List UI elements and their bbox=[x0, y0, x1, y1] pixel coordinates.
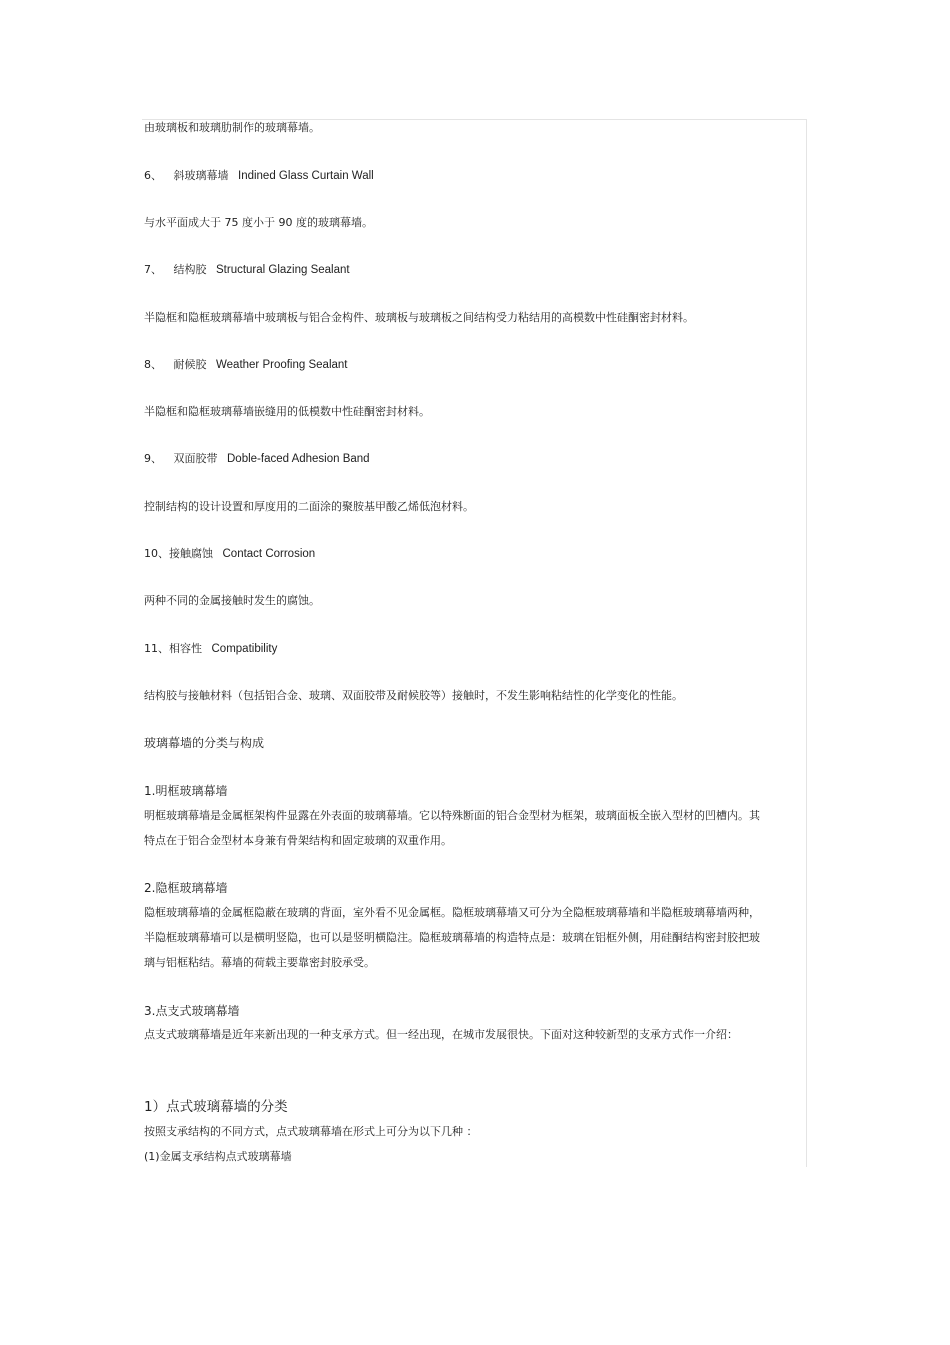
term-8-number: 8、 bbox=[144, 358, 162, 371]
type-2-title: 2.隐框玻璃幕墙 bbox=[144, 881, 228, 895]
term-11-chinese: 11、相容性 bbox=[144, 642, 202, 655]
term-10-definition: 两种不同的金属接触时发生的腐蚀。 bbox=[144, 594, 320, 607]
term-10-chinese: 10、接触腐蚀 bbox=[144, 547, 213, 560]
point-classification-item-1: (1)金属支承结构点式玻璃幕墙 bbox=[144, 1150, 292, 1163]
term-11-heading bbox=[144, 642, 277, 656]
term-8-heading bbox=[144, 358, 347, 372]
term-10-english: Contact Corrosion bbox=[222, 548, 316, 560]
term-9-chinese: 双面胶带 bbox=[173, 452, 218, 465]
type-1-body: 明框玻璃幕墙是金属框架构件显露在外表面的玻璃幕墙。它以特殊断面的铝合金型材为框架，玻璃面板全嵌入型材的凹槽内。其特点在于铝合金型材本身兼有骨架结构和固定玻璃的双重作用。 bbox=[144, 809, 760, 847]
term-6-heading bbox=[144, 169, 374, 183]
type-3-title: 3.点支式玻璃幕墙 bbox=[144, 1004, 240, 1018]
type-3-body: 点支式玻璃幕墙是近年来新出现的一种支承方式。但一经出现，在城市发展很快。下面对这种较新型的支承方式作一介绍： bbox=[144, 1028, 738, 1041]
term-6-number: 6、 bbox=[144, 169, 162, 182]
term-9-number: 9、 bbox=[144, 452, 162, 465]
term-9-definition: 控制结构的设计设置和厚度用的二面涂的聚胺基甲酸乙烯低泡材料。 bbox=[144, 500, 474, 513]
intro-line: 由玻璃板和玻璃肋制作的玻璃幕墙。 bbox=[144, 121, 320, 134]
term-6-chinese: 斜玻璃幕墙 bbox=[173, 169, 229, 182]
term-11-definition: 结构胶与接触材料（包括铝合金、玻璃、双面胶带及耐候胶等）接触时，不发生影响粘结性的化学变化的性能。 bbox=[144, 689, 683, 702]
term-9-english: Doble-faced Adhesion Band bbox=[227, 453, 370, 465]
term-7-chinese: 结构胶 bbox=[173, 263, 207, 276]
term-8-definition: 半隐框和隐框玻璃幕墙嵌缝用的低模数中性硅酮密封材料。 bbox=[144, 405, 430, 418]
term-6-definition: 与水平面成大于 75 度小于 90 度的玻璃幕墙。 bbox=[144, 216, 373, 229]
point-classification-title: 1）点式玻璃幕墙的分类 bbox=[144, 1099, 288, 1115]
term-11-english: Compatibility bbox=[211, 643, 278, 655]
term-8-chinese: 耐候胶 bbox=[173, 358, 207, 371]
term-8-english: Weather Proofing Sealant bbox=[216, 359, 348, 371]
term-10-heading bbox=[144, 547, 315, 561]
term-7-english: Structural Glazing Sealant bbox=[216, 264, 350, 276]
term-7-number: 7、 bbox=[144, 263, 162, 276]
section-heading: 玻璃幕墙的分类与构成 bbox=[144, 736, 265, 750]
type-1-title: 1.明框玻璃幕墙 bbox=[144, 784, 228, 798]
term-6-english: Indined Glass Curtain Wall bbox=[238, 170, 374, 182]
type-2-body: 隐框玻璃幕墙的金属框隐蔽在玻璃的背面，室外看不见金属框。隐框玻璃幕墙又可分为全隐框玻璃幕墙和半隐框玻璃幕墙两种，半隐框玻璃幕墙可以是横明竖隐，也可以是竖明横隐注。隐框玻璃幕墙的构造特点是：玻璃在铝框外侧，用硅酮结构密封胶把玻璃与铝框粘结。幕墙的荷载主要靠密封胶承受。 bbox=[144, 906, 760, 969]
term-7-heading bbox=[144, 263, 350, 277]
term-7-definition: 半隐框和隐框玻璃幕墙中玻璃板与铝合金构件、玻璃板与玻璃板之间结构受力粘结用的高模数中性硅酮密封材料。 bbox=[144, 311, 694, 324]
term-9-heading bbox=[144, 452, 370, 466]
point-classification-body: 按照支承结构的不同方式，点式玻璃幕墙在形式上可分为以下几种 ： bbox=[144, 1125, 478, 1138]
